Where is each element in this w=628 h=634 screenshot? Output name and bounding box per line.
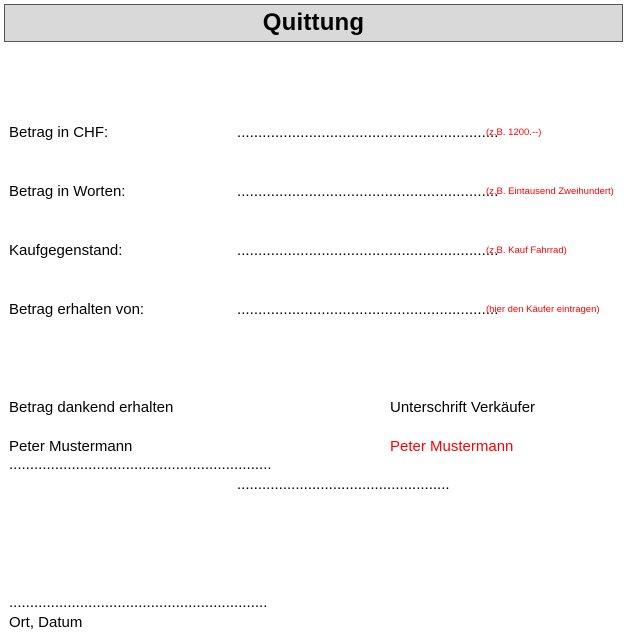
field-dotted-line[interactable]: .............................................................. (237, 183, 499, 200)
field-row-amount-words (0, 183, 628, 207)
page-title: Quittung (262, 9, 365, 36)
receiver-name: Peter Mustermann (9, 438, 133, 455)
place-date-line[interactable]: .............................................................. (9, 594, 268, 611)
field-dotted-line[interactable]: .............................................................. (237, 242, 499, 259)
field-hint: (z.B. 1200.--) (486, 127, 542, 138)
signature-label: Unterschrift Verkäufer (390, 399, 536, 416)
field-row-received-from (0, 301, 628, 325)
field-hint: (hier den Käufer eintragen) (486, 304, 600, 315)
place-date-label: Ort, Datum (9, 614, 83, 631)
title-bar (4, 4, 623, 42)
field-label: Betrag in CHF: (9, 124, 109, 141)
field-label: Betrag erhalten von: (9, 301, 145, 318)
field-label: Kaufgegenstand: (9, 242, 123, 259)
field-row-purchase-item (0, 242, 628, 266)
seller-name: Peter Mustermann (390, 438, 514, 455)
field-hint: (z.B. Kauf Fahrrad) (486, 245, 567, 256)
field-dotted-line[interactable]: .............................................................. (237, 124, 499, 141)
field-row-amount-chf (0, 124, 628, 148)
field-dotted-line[interactable]: .............................................................. (237, 301, 499, 318)
thanks-label: Betrag dankend erhalten (9, 399, 174, 416)
field-hint: (z.B. Eintausend Zweihundert) (486, 186, 614, 197)
seller-signature-line[interactable]: ................................................... (237, 476, 450, 493)
receiver-signature-line[interactable]: ............................................................... (9, 456, 272, 473)
field-label: Betrag in Worten: (9, 183, 126, 200)
